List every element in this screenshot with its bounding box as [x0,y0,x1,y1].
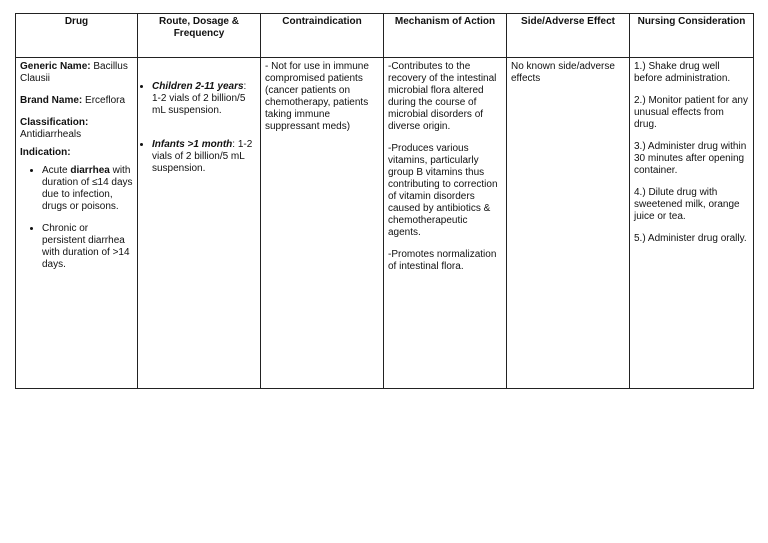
nursing-item: 1.) Shake drug well before administration. [634,61,731,84]
indication [20,147,133,159]
brand-name-value: Erceflora [82,95,126,106]
list-item: • Chronic or persistent diarrhea with duration of >14 days. [42,223,133,271]
drug-study-sheet [15,13,753,389]
generic-name-label: Generic Name: [20,61,91,72]
header-side-adverse-effect: Side/Adverse Effect [507,14,630,58]
route-dosage-cell [138,58,261,389]
nursing-item: 3.) Administer drug within 30 minutes after opening container. [634,141,747,176]
table-header-row [16,14,754,58]
header-nursing-consideration: Nursing Consideration [630,14,754,58]
nursing-cell [630,58,754,389]
side-effect-text: No known side/adverse effects [511,61,615,84]
brand-name-label: Brand Name: [20,95,83,106]
table-row [16,58,754,389]
side-effect-cell [507,58,630,389]
list-item: • Infants >1 month: 1-2 vials of 2 billion/5 mL suspension. [152,139,256,175]
children-dosage-label: Children 2-11 years [152,81,244,92]
mechanism-cell [384,58,507,389]
mechanism-paragraph: -Produces various vitamins, particularly group B vitamins thus contributing to correction of vitamin disorders caused by antibiotics & chemotherapeutic agents. [388,143,498,238]
nursing-item: 4.) Dilute drug with sweetened milk, orange juice or tea. [634,187,740,222]
header-route-dosage-frequency: Route, Dosage & Frequency [138,14,261,58]
nursing-item: 2.) Monitor patient for any unusual effects from drug. [634,95,748,130]
classification-value: Antidiarrheals [20,129,82,140]
mechanism-paragraph: -Promotes normalization of intestinal flora. [388,249,497,272]
brand-name [20,95,133,107]
contraindication-cell [261,58,384,389]
list-item: • Acute diarrhea with duration of ≤14 days due to infection, drugs or poisons. [42,165,133,213]
drug-study-table [15,13,754,389]
classification-label: Classification: [20,117,89,128]
indication-list [20,165,133,271]
classification [20,117,133,141]
header-drug: Drug [16,14,138,58]
diarrhea-emphasis: diarrhea [70,165,110,176]
mechanism-paragraph: -Contributes to the recovery of the intestinal microbial flora altered during the course of microbial disorders of diverse origin. [388,61,497,132]
dosage-list [142,81,256,175]
nursing-item: 5.) Administer drug orally. [634,233,747,244]
drug-cell [16,58,138,389]
list-item: • Children 2-11 years: 1-2 vials of 2 billion/5 mL suspension. [152,81,256,117]
generic-name [20,61,133,85]
infants-dosage-label: Infants >1 month [152,139,233,150]
header-mechanism-of-action: Mechanism of Action [384,14,507,58]
contraindication-text: - Not for use in immune compromised patients (cancer patients on chemotherapy, patients taking immune suppressant meds) [265,61,369,132]
generic-name-value: Bacillus Clausii [20,61,128,84]
indication-label: Indication: [20,147,71,158]
header-contraindication: Contraindication [261,14,384,58]
